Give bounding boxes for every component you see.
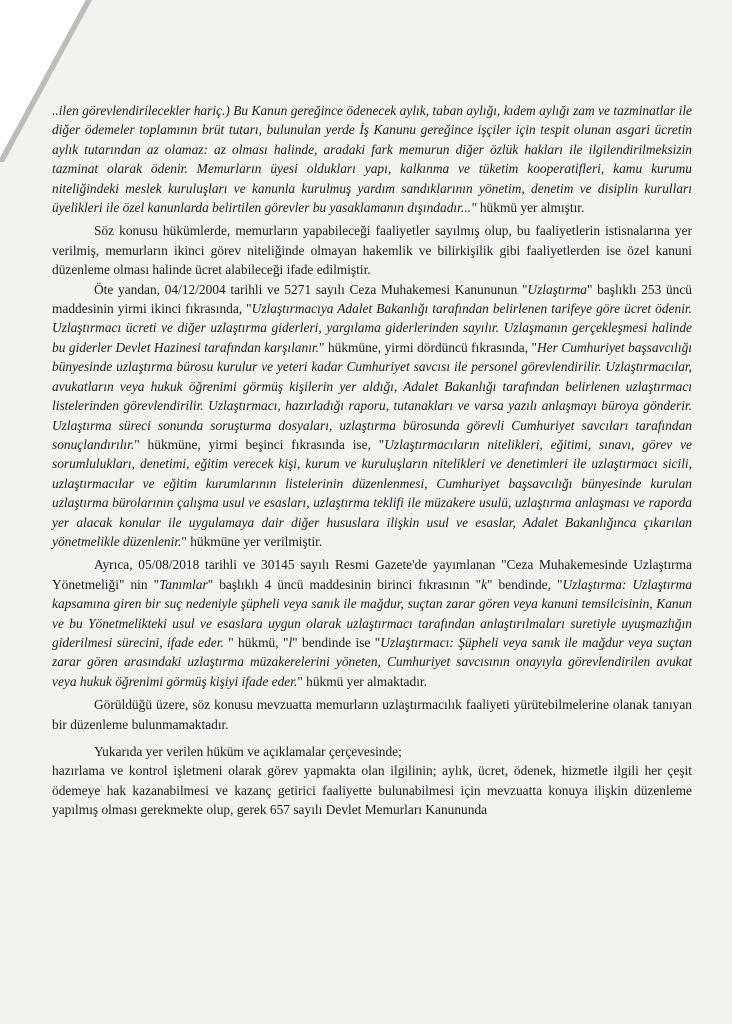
quoted-provision-text: Uzlaştırmacıya Adalet Bakanlığı tarafından belirlenen tarifeye göre ücret ödenir. Uzlaştırmacı ücreti ve diğer uzlaştırma giderleri, yargılama giderlerinden sayılır. Uzlaşmanın gerçekleşmesi halinde bu giderler Devlet Hazinesi tarafından karşılanır. bbox=[52, 301, 692, 355]
body-text: hazırlama ve kontrol işletmeni olarak görev yapmakta olan ilgilinin; aylık, ücret, ödenek, hizmetle ilgili her çeşit ödemeye hak kazanabilmesi ve kazanç getirici faaliyette bulunabilmesi için mevzuatta konuya ilişkin düzenleme yapılmış olması gerekmekte olup, gerek 657 sayılı Devlet Memurları Kanununda bbox=[52, 763, 692, 818]
body-text: " bendinde ise " bbox=[292, 634, 381, 650]
body-text: " hükmüne, yirmi beşinci fıkrasında ise, " bbox=[134, 436, 385, 452]
body-text: " hükmü yer almaktadır. bbox=[297, 673, 427, 689]
paragraph-civil-servants-law-excerpt bbox=[52, 101, 692, 217]
quoted-provision-text: Uzlaştırma bbox=[527, 281, 587, 297]
body-text: " bendinde, " bbox=[487, 576, 563, 592]
paragraph-conclusion-no-regulation bbox=[52, 695, 692, 734]
paragraph-final-assessment bbox=[52, 761, 692, 819]
body-text: " hükmüne yer verilmiştir. bbox=[181, 533, 323, 549]
body-text: " hükmüne, yirmi dördüncü fıkrasında, " bbox=[319, 339, 538, 355]
body-text: hükmü yer almıştır. bbox=[476, 200, 585, 216]
body-text: Görüldüğü üzere, söz konusu mevzuatta memurların uzlaştırmacılık faaliyeti yürütebilmelerine olanak tanıyan bir düzenleme bulunmamaktadır. bbox=[52, 697, 692, 732]
paragraph-criminal-procedure-law bbox=[52, 280, 692, 552]
paragraph-permitted-activities bbox=[52, 221, 692, 279]
body-text: " başlıklı 253 üncü maddesinin yirmi ikinci fıkrasında, " bbox=[52, 281, 692, 317]
document-body bbox=[52, 101, 692, 820]
quoted-provision-text: l bbox=[288, 634, 293, 650]
quoted-provision-text: k bbox=[481, 576, 488, 592]
body-text: Ayrıca, 05/08/2018 tarihli ve 30145 sayılı Resmi Gazete'de yayımlanan "Ceza Muhakemesinde Uzlaştırma Yönetmeliği" nin " bbox=[52, 557, 692, 592]
quoted-provision-text: Uzlaştırmacı: Şüpheli veya sanık ile mağdur veya suçtan zarar gören arasındaki uzlaştırma müzakerelerini yöneten, Cumhuriyet savcısının onayıyla görevlendirilen avukat veya hukuk öğrenimi görmüş kişiyi ifade eder. bbox=[52, 634, 692, 689]
paragraph-mediation-regulation bbox=[52, 555, 692, 691]
quoted-provision-text: ..ilen görevlendirilecekler hariç.) Bu Kanun gereğince ödenecek aylık, taban aylığı, kıdem aylığı zam ve tazminatlar ile diğer ödemeler toplamının brüt tutarı, bulunulan yerde İş Kanunu gereğince işçiler için tespit olunan asgari ücretin aylık tutarından az olamaz: az olması halinde, aradaki fark memurun diğer özlük hakları ile ilgilendirilmeksizin tazminat olarak ödenir. Memurların üyesi oldukları yapı, kalkınma ve tüketim kooperatifleri, kamu kurumu niteliğindeki meslek kuruluşları ve kanunla kurulmuş yardım sandıklarının yönetim, denetim ve disiplin kurulları üyelikleri ile özel kanunlarda belirtilen görevler bu yasaklamanın dışındadır..." bbox=[52, 103, 692, 216]
body-text: " başlıklı 4 üncü maddesinin birinci fıkrasının " bbox=[207, 576, 482, 592]
body-text: Yukarıda yer verilen hüküm ve açıklamalar çerçevesinde; bbox=[94, 744, 402, 759]
body-text: Öte yandan, 04/12/2004 tarihli ve 5271 sayılı Ceza Muhakemesi Kanununun " bbox=[94, 281, 528, 297]
paragraph-framework-intro bbox=[52, 742, 692, 761]
quoted-provision-text: Uzlaştırmacıların nitelikleri, eğitimi, sınavı, görev ve sorumlulukları, denetimi, eğitim verecek kişi, kurum ve kuruluşların nitelikleri ve denetimleri ile uzlaştırmacı sicili, uzlaştırmacılar ve eğitim kurumlarının listelerinin düzenlenmesi, Cumhuriyet başsavcılığı bünyesinde kurulan uzlaştırma bürolarının çalışma usul ve esasları, uzlaştırma teklifi ile müzakere usulü, uzlaştırma anlaşması ve raporda yer alacak konular ile uygulamaya dair diğer hususlara ilişkin usul ve esaslar, Adalet Bakanlığınca çıkarılan yönetmelikle düzenlenir. bbox=[52, 436, 692, 549]
quoted-provision-text: Her Cumhuriyet başsavcılığı bünyesinde uzlaştırma bürosu kurulur ve yeteri kadar Cumhuriyet savcısı ile personel görevlendirilir. Uzlaştırmacılar, avukatların veya hukuk öğrenimi görmüş kişilerin yer aldığı, Adalet Bakanlığı tarafından belirlenen uzlaştırmacı listelerinden görevlendirilir. Uzlaştırmacı, hazırladığı raporu, tutanakları ve varsa yazılı anlaşmayı büroya gönderir. Uzlaştırma süreci sonunda soruşturma dosyaları, uzlaştırma bürosunda görevli Cumhuriyet savcıları tarafından sonuçlandırılır. bbox=[52, 339, 693, 452]
body-text: " hükmü, " bbox=[223, 634, 289, 650]
quoted-provision-text: Tanımlar bbox=[159, 576, 208, 592]
quoted-provision-text: Uzlaştırma: Uzlaştırma kapsamına giren bir suç nedeniyle şüpheli veya sanık ile mağdur, suçtan zarar gören veya kanuni temsilcisinin, Kanun ve bu Yönetmelikteki usul ve esaslara uygun olarak uzlaştırmacı tarafından anlaştırılmaları suretiyle uyuşmazlığın giderilmesi sürecini, ifade eder. bbox=[52, 576, 692, 650]
body-text: Söz konusu hükümlerde, memurların yapabileceği faaliyetler sayılmış olup, bu faaliyetlerin istisnalarına yer verilmiş, memurların ikinci görev niteliğinde olmayan hakemlik ve bilirkişilik gibi faaliyetlerden ise özel kanuni düzenleme olması halinde ücret alabileceği ifade edilmiştir. bbox=[52, 223, 692, 278]
